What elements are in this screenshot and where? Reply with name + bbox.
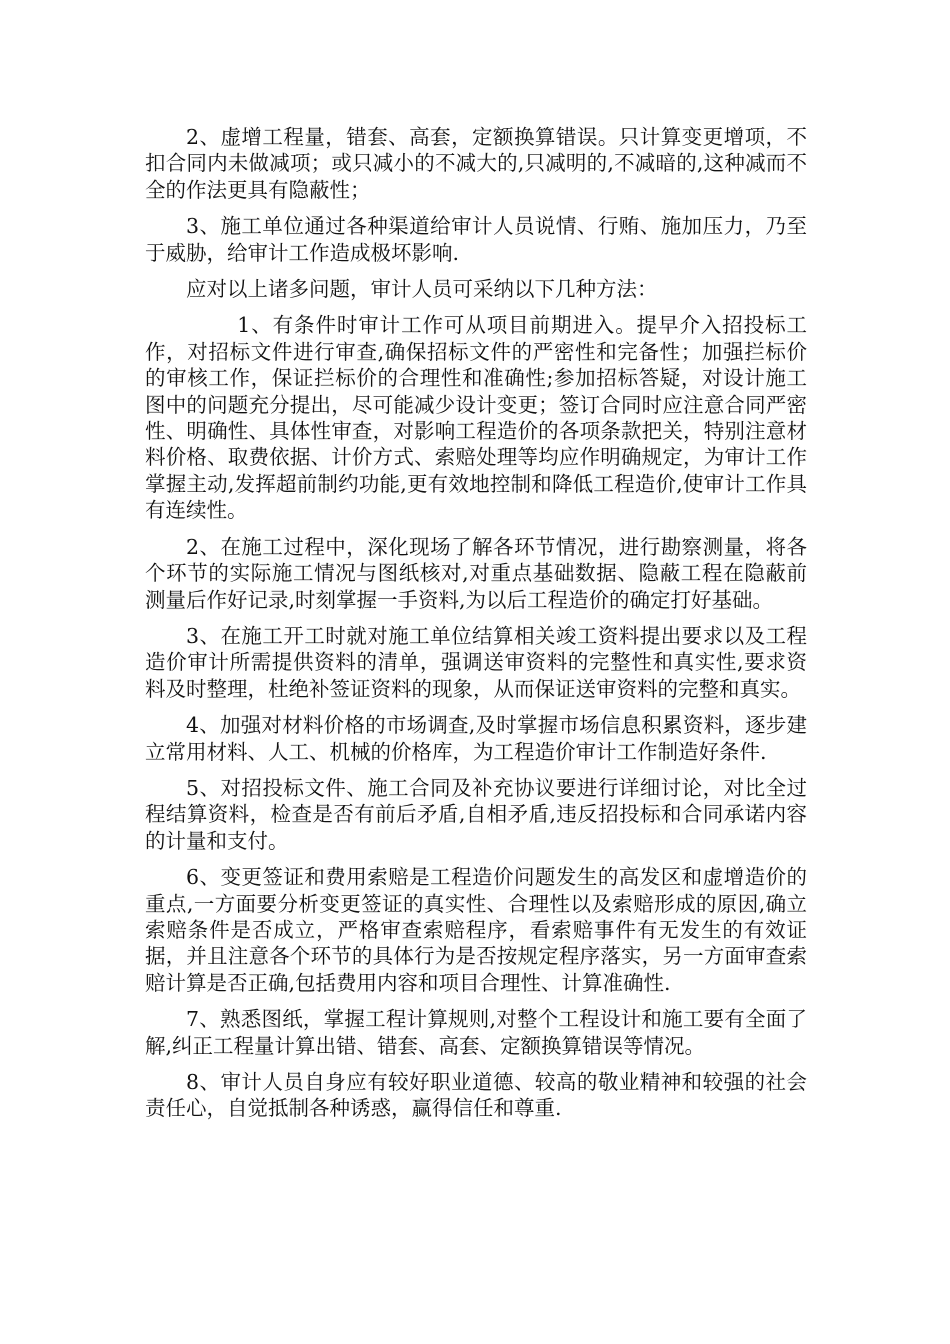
paragraph-method-3: 3、在施工开工时就对施工单位结算相关竣工资料提出要求以及工程造价审计所需提供资料的清单，强调送审资料的完整性和真实性,要求资料及时整理，杜绝补签证资料的现象，从而保证送审资料的完整和真实。 <box>145 623 807 701</box>
paragraph-method-8: 8、审计人员自身应有较好职业道德、较高的敬业精神和较强的社会责任心，自觉抵制各种诱惑，赢得信任和尊重. <box>145 1070 807 1121</box>
paragraph-problem-3: 3、施工单位通过各种渠道给审计人员说情、行贿、施加压力，乃至于威胁，给审计工作造成极坏影响. <box>145 214 807 265</box>
paragraph-method-7: 7、熟悉图纸，掌握工程计算规则,对整个工程设计和施工要有全面了解,纠正工程量计算出错、错套、高套、定额换算错误等情况。 <box>145 1007 807 1058</box>
paragraph-problem-2: 2、虚增工程量，错套、高套，定额换算错误。只计算变更增项，不扣合同内未做减项；或只减小的不减大的,只减明的,不减暗的,这种减而不全的作法更具有隐蔽性； <box>145 125 807 202</box>
paragraph-method-4: 4、加强对材料价格的市场调查,及时掌握市场信息积累资料，逐步建立常用材料、人工、机械的价格库，为工程造价审计工作制造好条件. <box>145 713 807 764</box>
paragraph-method-2: 2、在施工过程中，深化现场了解各环节情况，进行勘察测量，将各个环节的实际施工情况与图纸核对,对重点基础数据、隐蔽工程在隐蔽前测量后作好记录,时刻掌握一手资料,为以后工程造价的确定打好基础。 <box>145 534 807 612</box>
paragraph-method-6: 6、变更签证和费用索赔是工程造价问题发生的高发区和虚增造价的重点,一方面要分析变更签证的真实性、合理性以及索赔形成的原因,确立索赔条件是否成立，严格审查索赔程序，看索赔事件有无发生的有效证据，并且注意各个环节的具体行为是否按规定程序落实，另一方面审查索赔计算是否正确,包括费用内容和项目合理性、计算准确性. <box>145 865 807 995</box>
paragraph-methods-intro: 应对以上诸多问题，审计人员可采纳以下几种方法： <box>186 277 658 302</box>
document-body <box>145 124 807 1132</box>
paragraph-method-1: 1、有条件时审计工作可从项目前期进入。提早介入招投标工作，对招标文件进行审查,确保招标文件的严密性和完备性；加强拦标价的审核工作，保证拦标价的合理性和准确性;参加招标答疑，对设计施工图中的问题充分提出，尽可能减少设计变更；签订合同时应注意合同严密性、明确性、具体性审查，对影响工程造价的各项条款把关，特别注意材料价格、取费依据、计价方式、索赔处理等均应作明确规定，为审计工作掌握主动,发挥超前制约功能,更有效地控制和降低工程造价,使审计工作具有连续性。 <box>145 313 807 523</box>
paragraph-method-5: 5、对招投标文件、施工合同及补充协议要进行详细讨论，对比全过程结算资料，检查是否有前后矛盾,自相矛盾,违反招投标和合同承诺内容的计量和支付。 <box>145 775 807 853</box>
